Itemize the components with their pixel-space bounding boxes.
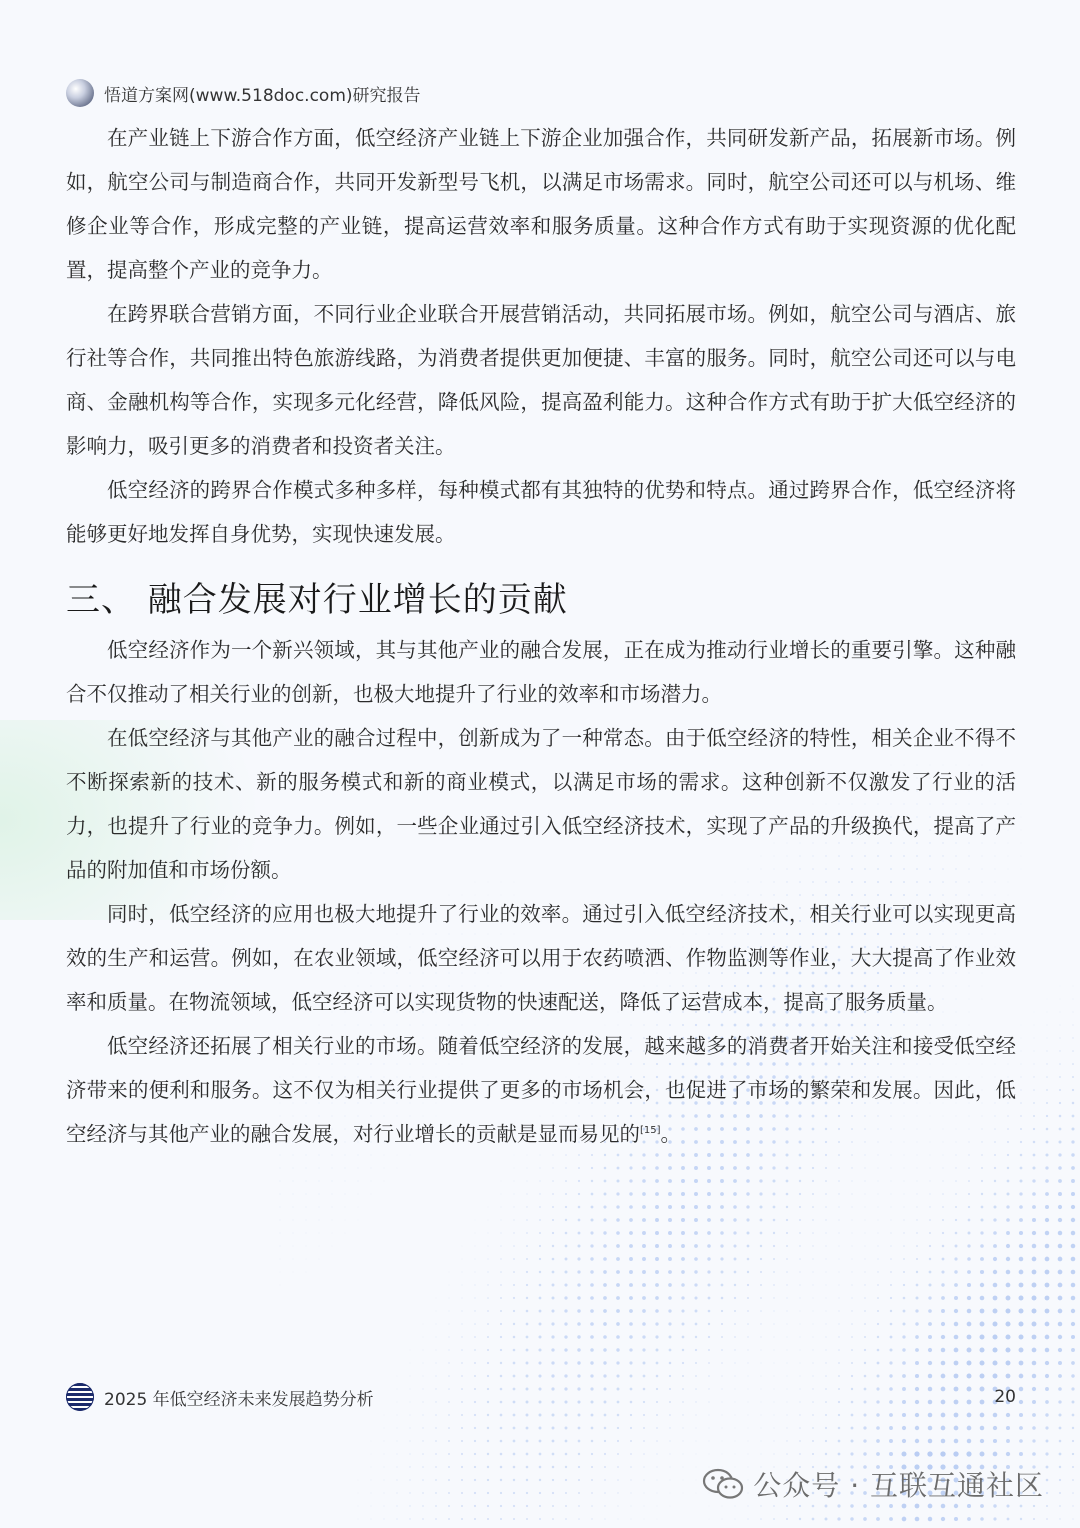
section-heading: 三、 融合发展对行业增长的贡献: [66, 580, 568, 620]
header-site-text: 悟道方案网(www.518doc.com)研究报告: [104, 85, 421, 106]
report-globe-icon: [66, 1383, 94, 1411]
body-paragraph: 在跨界联合营销方面，不同行业企业联合开展营销活动，共同拓展市场。例如，航空公司与酒店、旅行社等合作，共同推出特色旅游线路，为消费者提供更加便捷、丰富的服务。同时，航空公司还可以与电商、金融机构等合作，实现多元化经营，降低风险，提高盈利能力。这种合作方式有助于扩大低空经济的影响力，吸引更多的消费者和投资者关注。: [66, 302, 1016, 458]
page-number: 20: [994, 1387, 1016, 1407]
citation-reference: [15]: [640, 1125, 661, 1137]
site-logo-icon: [66, 79, 94, 107]
wechat-watermark: [701, 1462, 1044, 1506]
page-header: [66, 78, 421, 108]
body-paragraph: 低空经济作为一个新兴领域，其与其他产业的融合发展，正在成为推动行业增长的重要引擎。这种融合不仅推动了相关行业的创新，也极大地提升了行业的效率和市场潜力。: [66, 638, 1016, 706]
footer-report-title: 2025 年低空经济未来发展趋势分析: [104, 1389, 374, 1410]
last-paragraph-end: 。: [660, 1122, 682, 1146]
body-paragraph: 同时，低空经济的应用也极大地提升了行业的效率。通过引入低空经济技术，相关行业可以实现更高效的生产和运营。例如，在农业领域，低空经济可以用于农药喷洒、作物监测等作业，大大提高了作业效率和质量。在物流领域，低空经济可以实现货物的快速配送，降低了运营成本，提高了服务质量。: [66, 902, 1016, 1014]
body-paragraph: 在低空经济与其他产业的融合过程中，创新成为了一种常态。由于低空经济的特性，相关企业不得不不断探索新的技术、新的服务模式和新的商业模式，以满足市场的需求。这种创新不仅激发了行业的活力，也提升了行业的竞争力。例如，一些企业通过引入低空经济技术，实现了产品的升级换代，提高了产品的附加值和市场份额。: [66, 726, 1016, 882]
body-paragraph: 低空经济的跨界合作模式多种多样，每种模式都有其独特的优势和特点。通过跨界合作，低空经济将能够更好地发挥自身优势，实现快速发展。: [66, 478, 1016, 546]
body-paragraph: 在产业链上下游合作方面，低空经济产业链上下游企业加强合作，共同研发新产品，拓展新市场。例如，航空公司与制造商合作，共同开发新型号飞机，以满足市场需求。同时，航空公司还可以与机场、维修企业等合作，形成完整的产业链，提高运营效率和服务质量。这种合作方式有助于实现资源的优化配置，提高整个产业的竞争力。: [66, 126, 1016, 282]
page-footer: [66, 1382, 1016, 1412]
body-paragraph-last: [66, 1024, 1016, 1156]
last-paragraph-text: 低空经济还拓展了相关行业的市场。随着低空经济的发展，越来越多的消费者开始关注和接受低空经济带来的便利和服务。这不仅为相关行业提供了更多的市场机会，也促进了市场的繁荣和发展。因此，低空经济与其他产业的融合发展，对行业增长的贡献是显而易见的: [66, 1034, 1016, 1146]
main-content: [66, 116, 1016, 1156]
wechat-icon: [701, 1466, 745, 1502]
watermark-text: 公众号 · 互联互通社区: [753, 1469, 1044, 1502]
